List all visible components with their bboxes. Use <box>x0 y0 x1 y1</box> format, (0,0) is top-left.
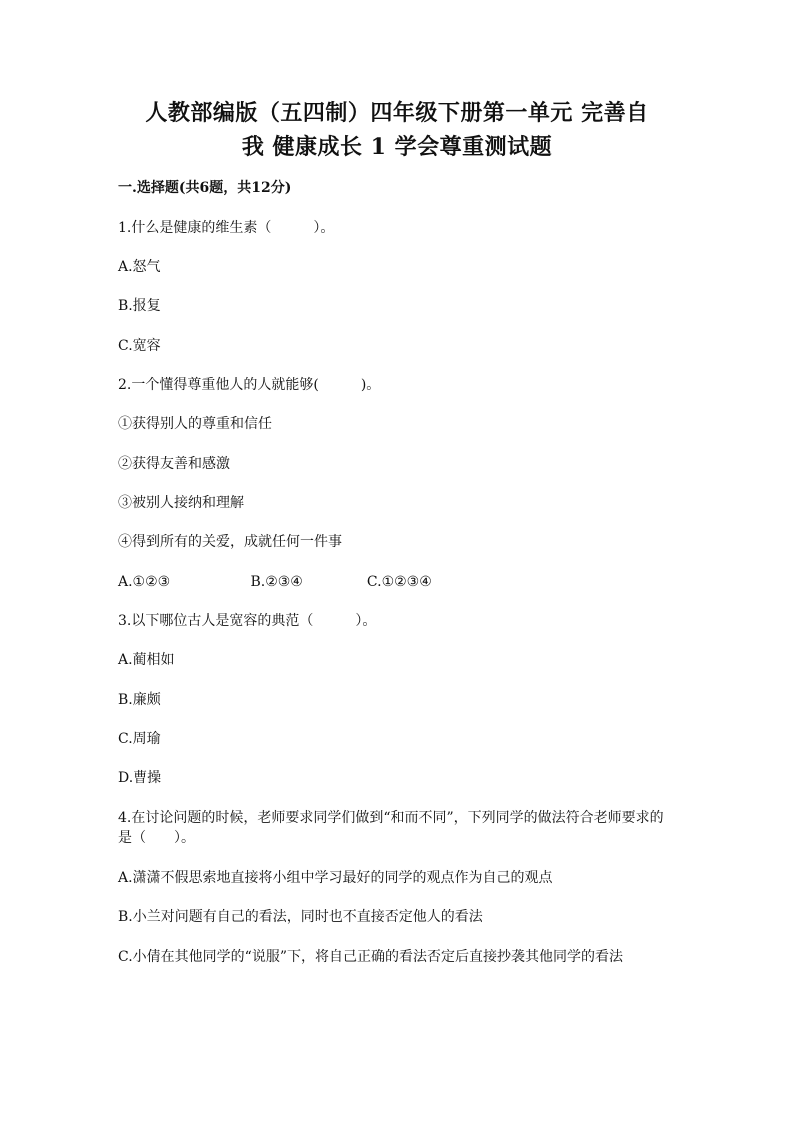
question-3-option-d: D.曹操 <box>118 770 162 786</box>
question-1-stem: 1.什么是健康的维生素（ ）。 <box>118 220 335 236</box>
question-2-statement-2: ②获得友善和感激 <box>118 456 230 472</box>
question-2-statement-4: ④得到所有的关爱，成就任何一件事 <box>118 534 342 550</box>
question-4-option-a: A.潇潇不假思索地直接将小组中学习最好的同学的观点作为自己的观点 <box>118 870 553 886</box>
question-2-option-a: A.①②③ <box>118 574 171 590</box>
question-4-option-c: C.小倩在其他同学的“说服”下，将自己正确的看法否定后直接抄袭其他同学的看法 <box>118 949 623 965</box>
question-4-option-b: B.小兰对问题有自己的看法，同时也不直接否定他人的看法 <box>118 909 483 925</box>
question-2-option-c: C.①②③④ <box>366 574 432 590</box>
question-4-stem: 4.在讨论问题的时候，老师要求同学们做到“和而不同”，下列同学的做法符合老师要求的是（ ）。 <box>118 810 664 846</box>
question-1-option-b: B.报复 <box>118 298 161 314</box>
question-3-option-c: C.周瑜 <box>118 731 161 747</box>
question-1-option-a: A.怒气 <box>118 259 161 275</box>
question-2-option-b: B.②③④ <box>250 574 303 590</box>
document-title-line2: 我 健康成长 1 学会尊重测试题 <box>241 134 553 160</box>
question-2-options <box>118 572 678 592</box>
document-title-line1: 人教部编版（五四制）四年级下册第一单元 完善自 <box>145 100 649 126</box>
question-3-stem: 3.以下哪位古人是宽容的典范（ ）。 <box>118 613 377 629</box>
question-3-option-b: B.廉颇 <box>118 692 161 708</box>
question-3-option-a: A.蔺相如 <box>118 652 175 668</box>
question-2-statement-3: ③被别人接纳和理解 <box>118 495 244 511</box>
section-heading: 一.选择题(共6题，共12分) <box>118 180 292 196</box>
question-1-option-c: C.宽容 <box>118 338 161 354</box>
question-2-stem: 2.一个懂得尊重他人的人就能够( )。 <box>118 377 381 393</box>
question-2-statement-1: ①获得别人的尊重和信任 <box>118 416 272 432</box>
